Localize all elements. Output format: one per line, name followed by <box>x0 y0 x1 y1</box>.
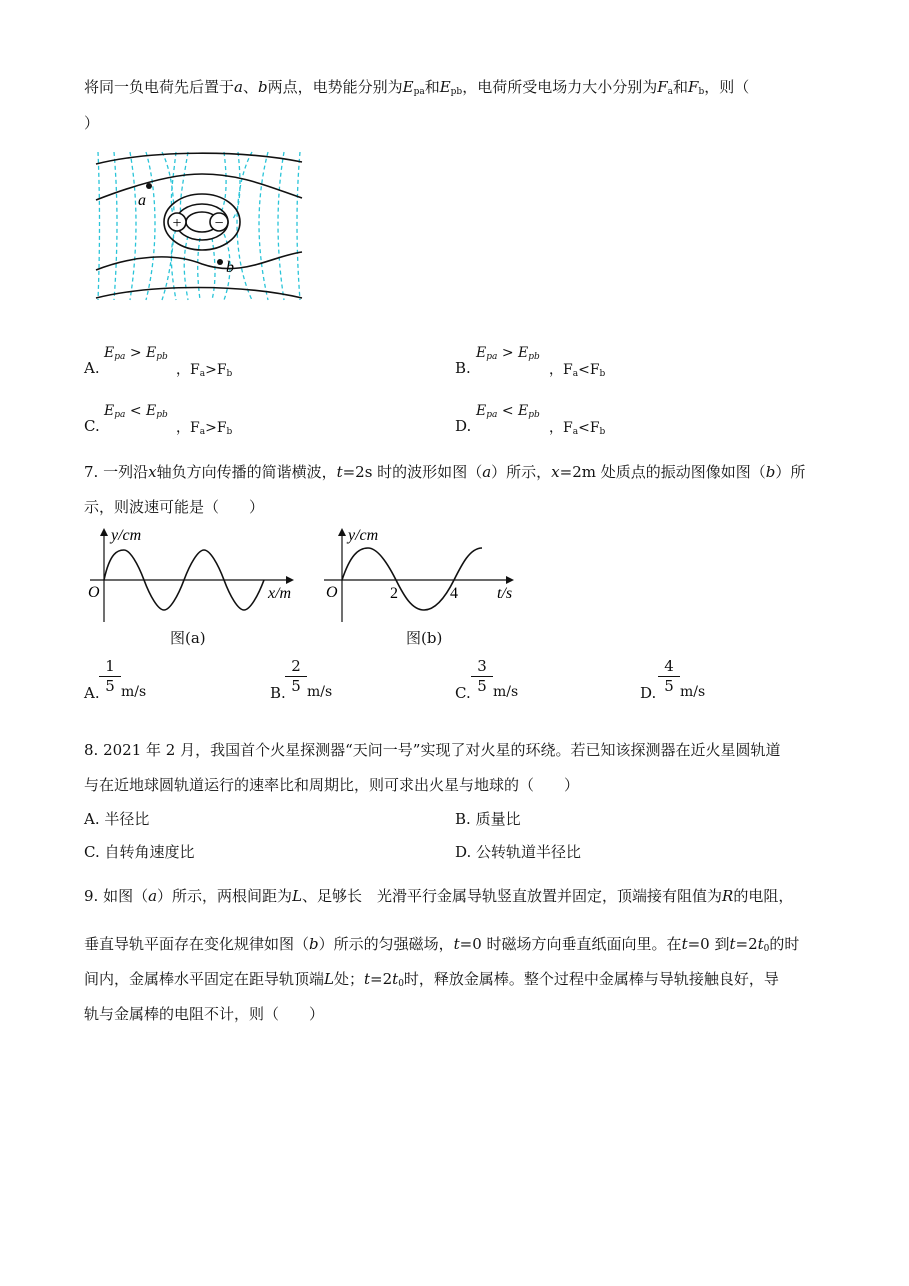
plus-sign: + <box>172 215 182 232</box>
y-axis-label: y/cm <box>111 527 142 544</box>
x-axis-label: x/m <box>268 585 292 602</box>
q6-option-d-energy: $E_{pa} < E_{pb}$ <box>476 403 540 420</box>
q7-stem-line2: 示，则波速可能是（ ） <box>84 498 265 516</box>
x-axis-arrow-icon <box>286 576 294 584</box>
point-b-label: b <box>226 259 234 276</box>
q7-option-c-fraction: 3 5 <box>467 657 497 695</box>
q6-field-figure <box>92 148 308 304</box>
q6-stem-line2: ） <box>84 114 100 132</box>
y-axis-arrow-icon <box>338 528 346 536</box>
q6-option-b-energy: $E_{pa} > E_{pb}$ <box>476 345 540 362</box>
t-axis-label: t/s <box>497 585 513 602</box>
q7-graph-a-caption: 图(a) <box>170 629 206 647</box>
q8-option-d[interactable]: D. 公转轨道半径比 <box>455 843 582 861</box>
equipotential-lines <box>96 153 302 298</box>
q9-stem-line4: 轨与金属棒的电阻不计，则（ ） <box>84 1005 325 1023</box>
q7-stem-line1: 7. 一列沿x轴负方向传播的简谐横波，t=2s 时的波形如图（a）所示，x=2m 处质点的振动图像如图（b）所 <box>84 463 806 481</box>
t-axis-arrow-icon <box>506 576 514 584</box>
q6-option-c-energy: $E_{pa} < E_{pb}$ <box>104 403 168 420</box>
point-a-label: a <box>138 192 146 209</box>
q6-option-a-energy: $E_{pa} > E_{pb}$ <box>104 345 168 362</box>
q6-stem-line1: 将同一负电荷先后置于a、b两点，电势能分别为$E_{pa}$和$E_{pb}$，电荷所受电场力大小分别为$F_a$和$F_b$，则（ <box>84 78 750 97</box>
vibration-curve <box>342 548 482 610</box>
y-axis-label: y/cm <box>348 527 379 544</box>
q8-option-b[interactable]: B. 质量比 <box>455 810 521 828</box>
q9-stem-line1: 9. 如图（a）所示，两根间距为L、足够长 光滑平行金属导轨竖直放置并固定，顶端接有阻值为R的电阻， <box>84 887 794 905</box>
origin-label: O <box>326 584 338 601</box>
tick-4-label: 4 <box>450 585 458 602</box>
y-axis-arrow-icon <box>100 528 108 536</box>
point-a-marker <box>146 183 152 189</box>
q6-option-a-force: ，$F_a>F_b$ <box>176 362 233 379</box>
q7-graph-a <box>80 524 300 626</box>
point-b-marker <box>217 259 223 265</box>
minus-sign: − <box>214 215 224 232</box>
q8-option-c[interactable]: C. 自转角速度比 <box>84 843 195 861</box>
q8-option-a[interactable]: A. 半径比 <box>84 810 150 828</box>
q6-option-c-force: ，$F_a>F_b$ <box>176 420 233 437</box>
q6-option-b-force: ，$F_a<F_b$ <box>549 362 606 379</box>
origin-label: O <box>88 584 100 601</box>
q7-graph-b <box>320 524 520 626</box>
q7-option-d-fraction: 4 5 <box>654 657 684 695</box>
q9-stem-line2: 垂直导轨平面存在变化规律如图（b）所示的匀强磁场，t=0 时磁场方向垂直纸面向里。在t=0 到$t=2t_0$的时 <box>84 935 800 954</box>
tick-2-label: 2 <box>390 585 398 602</box>
q6-option-d-force: ，$F_a<F_b$ <box>549 420 606 437</box>
q9-stem-line3: 间内，金属棒水平固定在距导轨顶端L处；$t=2t_0$时，释放金属棒。整个过程中金属棒与导轨接触良好，导 <box>84 970 779 989</box>
q7-option-a-fraction: 1 5 <box>95 657 125 695</box>
q8-stem-line2: 与在近地球圆轨道运行的速率比和周期比，则可求出火星与地球的（ ） <box>84 776 580 794</box>
q8-stem-line1: 8. 2021 年 2 月，我国首个火星探测器“天问一号”实现了对火星的环绕。若已知该探测器在近火星圆轨道 <box>84 741 781 759</box>
q7-graph-b-caption: 图(b) <box>406 629 443 647</box>
q7-option-b-fraction: 2 5 <box>281 657 311 695</box>
